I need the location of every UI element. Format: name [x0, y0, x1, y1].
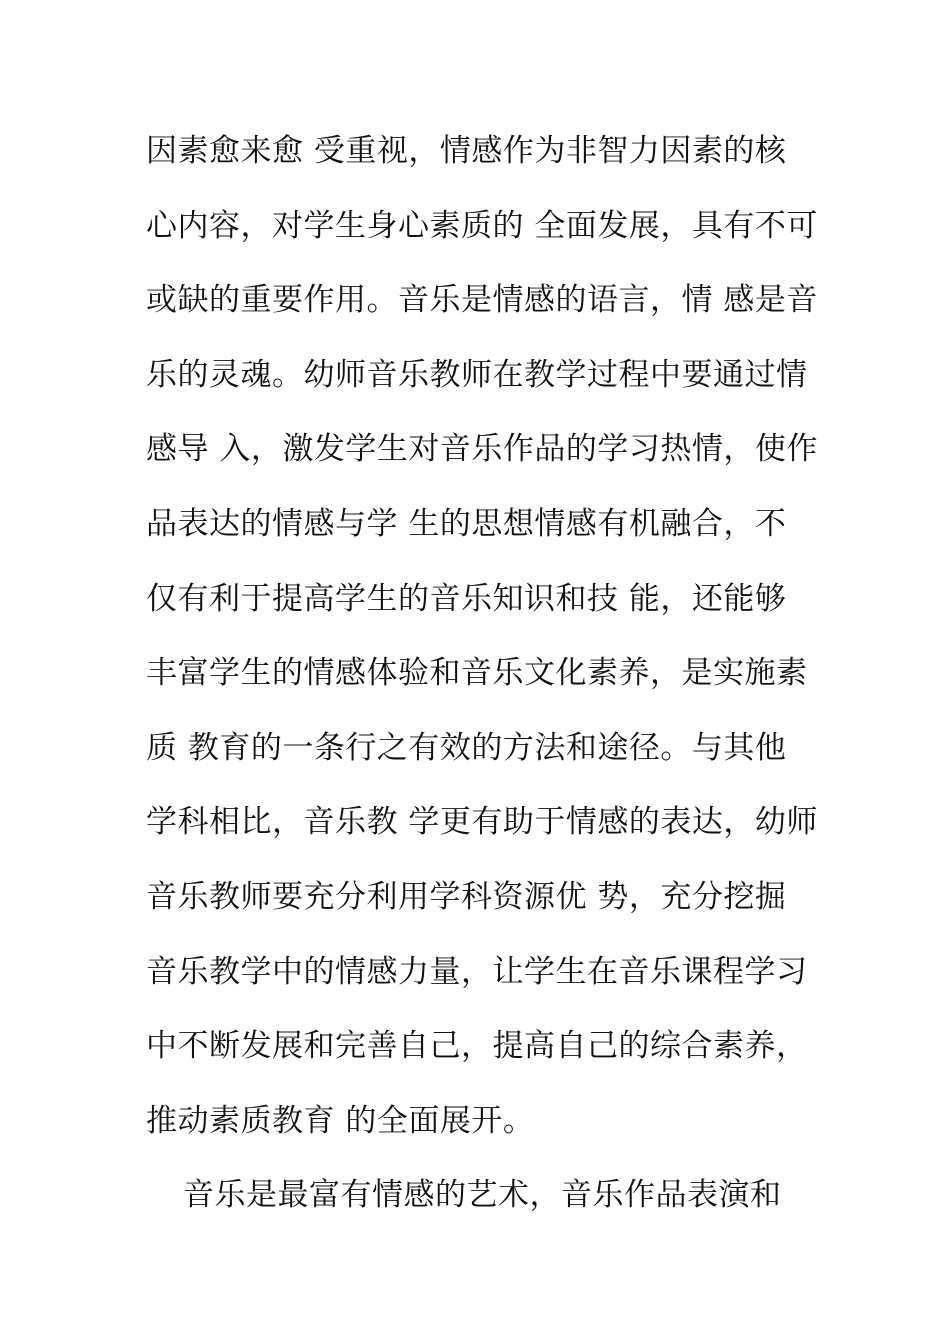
text-line: 中不断发展和完善自己，提高自己的综合素养， — [146, 1028, 808, 1065]
text-line: 或缺的重要作用。音乐是情感的语言，情 感是音 — [146, 282, 818, 319]
paragraph-start-line: 音乐是最富有情感的艺术，音乐作品表演和 — [183, 1177, 782, 1214]
text-line: 乐的灵魂。幼师音乐教师在教学过程中要通过情 — [146, 356, 808, 393]
text-line: 心内容，对学生身心素质的 全面发展，具有不可 — [146, 207, 818, 244]
text-line: 质 教育的一条行之有效的方法和途径。与其他 — [146, 729, 787, 766]
text-line: 学科相比，音乐教 学更有助于情感的表达，幼师 — [146, 804, 818, 841]
text-line: 仅有利于提高学生的音乐知识和技 能，还能够 — [146, 580, 787, 617]
text-line: 推动素质教育 的全面展开。 — [146, 1102, 535, 1139]
text-line: 品表达的情感与学 生的思想情感有机融合，不 — [146, 505, 787, 542]
text-line: 因素愈来愈 受重视，情感作为非智力因素的核 — [146, 133, 787, 169]
text-line: 音乐教师要充分利用学科资源优 势，充分挖掘 — [146, 878, 787, 915]
text-line: 感导 入，激发学生对音乐作品的学习热情，使作 — [146, 431, 818, 468]
body-text — [146, 114, 826, 1233]
text-line: 丰富学生的情感体验和音乐文化素养，是实施素 — [146, 655, 808, 692]
text-line: 音乐教学中的情感力量，让学生在音乐课程学习 — [146, 953, 808, 990]
